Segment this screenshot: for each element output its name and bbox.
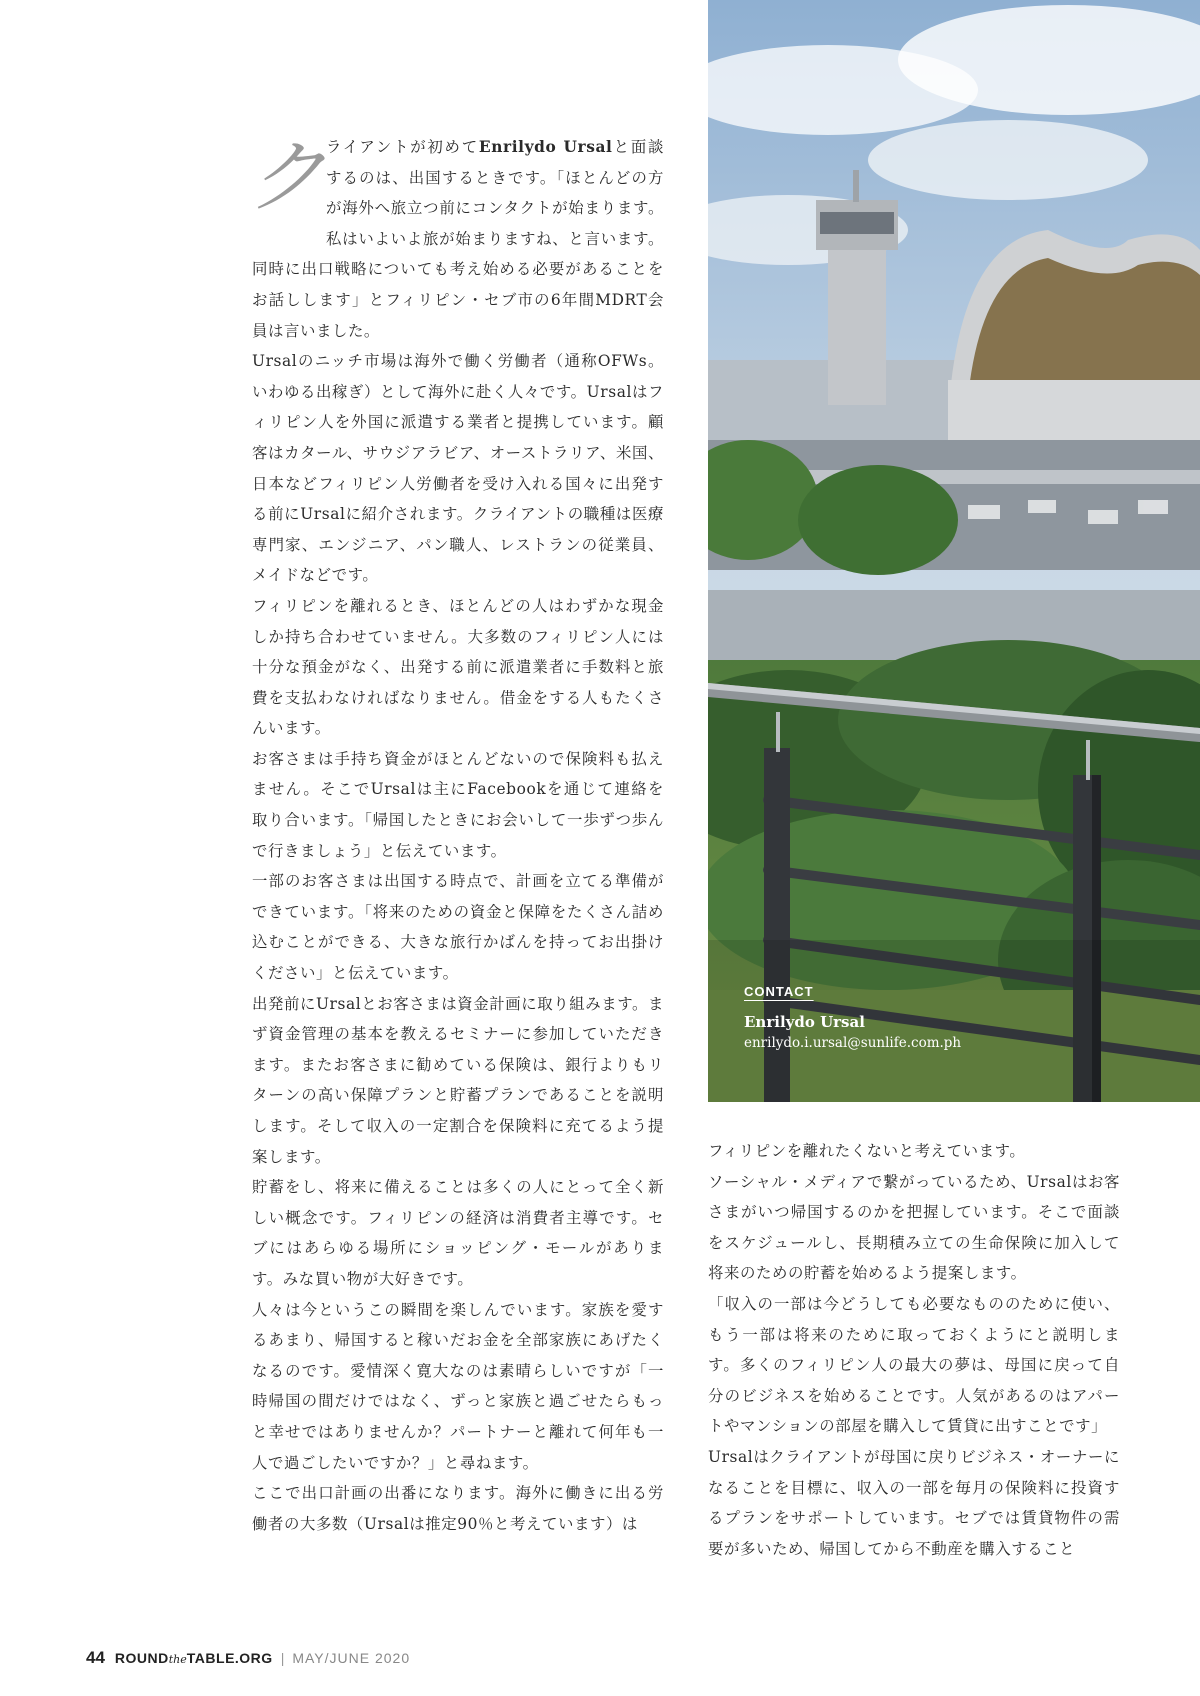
article-column-left — [246, 131, 664, 1539]
contact-label: CONTACT — [744, 984, 814, 999]
drop-cap: ク — [246, 131, 327, 224]
paragraph: Ursalのニッチ市場は海外で働く労働者（通称OFWs。いわゆる出稼ぎ）として海外に赴く人々です。Ursalはフィリピン人を外国に派遣する業者と提携しています。顧客はカタール、サウジアラビア、オーストラリア、米国、日本などフィリピン人労働者を受け入れる国々に出発する前にUrsalに紹介されます。クライアントの職種は医療専門家、エンジニア、パン職人、レストランの従業員、メイドなどです。 — [252, 352, 664, 585]
paragraph: ソーシャル・メディアで繋がっているため、Ursalはお客さまがいつ帰国するのかを把握しています。そこで面談をスケジュールし、長期積み立ての生命保険に加入して将来のための貯蓄を始めるよう提案します。 — [708, 1172, 1120, 1283]
brand-round: ROUND — [114, 1650, 169, 1666]
issue-date: MAY/JUNE 2020 — [292, 1650, 411, 1666]
paragraph-text: ライアントが初めて — [326, 138, 479, 156]
contact-block — [744, 984, 961, 1051]
brand-table: TABLE.ORG — [186, 1650, 273, 1666]
paragraph: フィリピンを離れたくないと考えています。 — [708, 1142, 1026, 1160]
paragraph: 出発前にUrsalとお客さまは資金計画に取り組みます。まず資金管理の基本を教えるセミナーに参加していただきます。またお客さまに勧めている保険は、銀行よりもリターンの高い保障プランと貯蓄プランであることを説明します。そして収入の一定割合を保険料に充てるよう提案します。 — [252, 994, 664, 1166]
paragraph: 人々は今というこの瞬間を楽しんでいます。家族を愛するあまり、帰国すると稼いだお金を全部家族にあげたくなるのです。愛情深く寛大なのは素晴らしいですが「一時帰国の間だけではなく、ずっと家族と過ごせたらもっと幸せではありませんか？パートナーと離れて何年も一人で過ごしたいですか？」と尋ねます。 — [252, 1300, 664, 1472]
contact-email-link[interactable]: enrilydo.i.ursal@sunlife.com.ph — [744, 1035, 962, 1051]
article-column-right — [708, 1136, 1120, 1564]
paragraph: お客さまは手持ち資金がほとんどないので保険料も払えません。そこでUrsalは主にFacebookを通じて連絡を取り合います。「帰国したときにお会いして一歩ずつ歩んで行きましょう」と伝えています。 — [252, 749, 664, 860]
footer-separator: | — [280, 1650, 285, 1666]
paragraph: 貯蓄をし、将来に備えることは多くの人にとって全く新しい概念です。フィリピンの経済は消費者主導です。セブにはあらゆる場所にショッピング・モールがあります。みな買い物が大好きです。 — [252, 1178, 664, 1288]
paragraph: 一部のお客さまは出国する時点で、計画を立てる準備ができています。「将来のための資金と保障をたくさん詰め込むことができる、大きな旅行かばんを持ってお出掛けください」と伝えています。 — [252, 872, 664, 983]
client-name: Enrilydo Ursal — [478, 138, 613, 156]
page-number: 44 — [86, 1648, 105, 1667]
airport-photo — [708, 0, 1200, 1102]
paragraph: フィリピンを離れるとき、ほとんどの人はわずかな現金しか持ち合わせていません。大多数のフィリピン人には十分な預金がなく、出発する前に派遣業者に手数料と旅費を支払わなければなりません。借金をする人もたくさんいます。 — [252, 596, 664, 738]
paragraph: ここで出口計画の出番になります。海外に働きに出る労働者の大多数（Ursalは推定90％と考えています）は — [252, 1484, 664, 1533]
contact-name: Enrilydo Ursal — [744, 1013, 865, 1031]
airport-railing-illustration — [708, 0, 1200, 1102]
paragraph-text: と面談するのは、出国するときです。「ほとんどの方が海外へ旅立つ前にコンタクトが始まります。私はいよいよ旅が始まりますね、と言います。同時に出口戦略についても考え始める必要があることをお話しします」とフィリピン・セブ市の6年間MDRT会員は言いました。 — [252, 138, 664, 340]
paragraph: Ursalはクライアントが母国に戻りビジネス・オーナーになることを目標に、収入の一部を毎月の保険料に投資するプランをサポートしています。セブでは賃貸物件の需要が多いため、帰国してから不動産を購入すること — [708, 1447, 1120, 1558]
paragraph: 「収入の一部は今どうしても必要なもののために使い、もう一部は将来のために取っておくようにと説明します。多くのフィリピン人の最大の夢は、母国に戻って自分のビジネスを始めることです。人気があるのはアパートやマンションの部屋を購入して賃貸に出すことです」 — [708, 1294, 1120, 1436]
brand-the: the — [168, 1653, 187, 1666]
page-footer — [86, 1648, 410, 1668]
